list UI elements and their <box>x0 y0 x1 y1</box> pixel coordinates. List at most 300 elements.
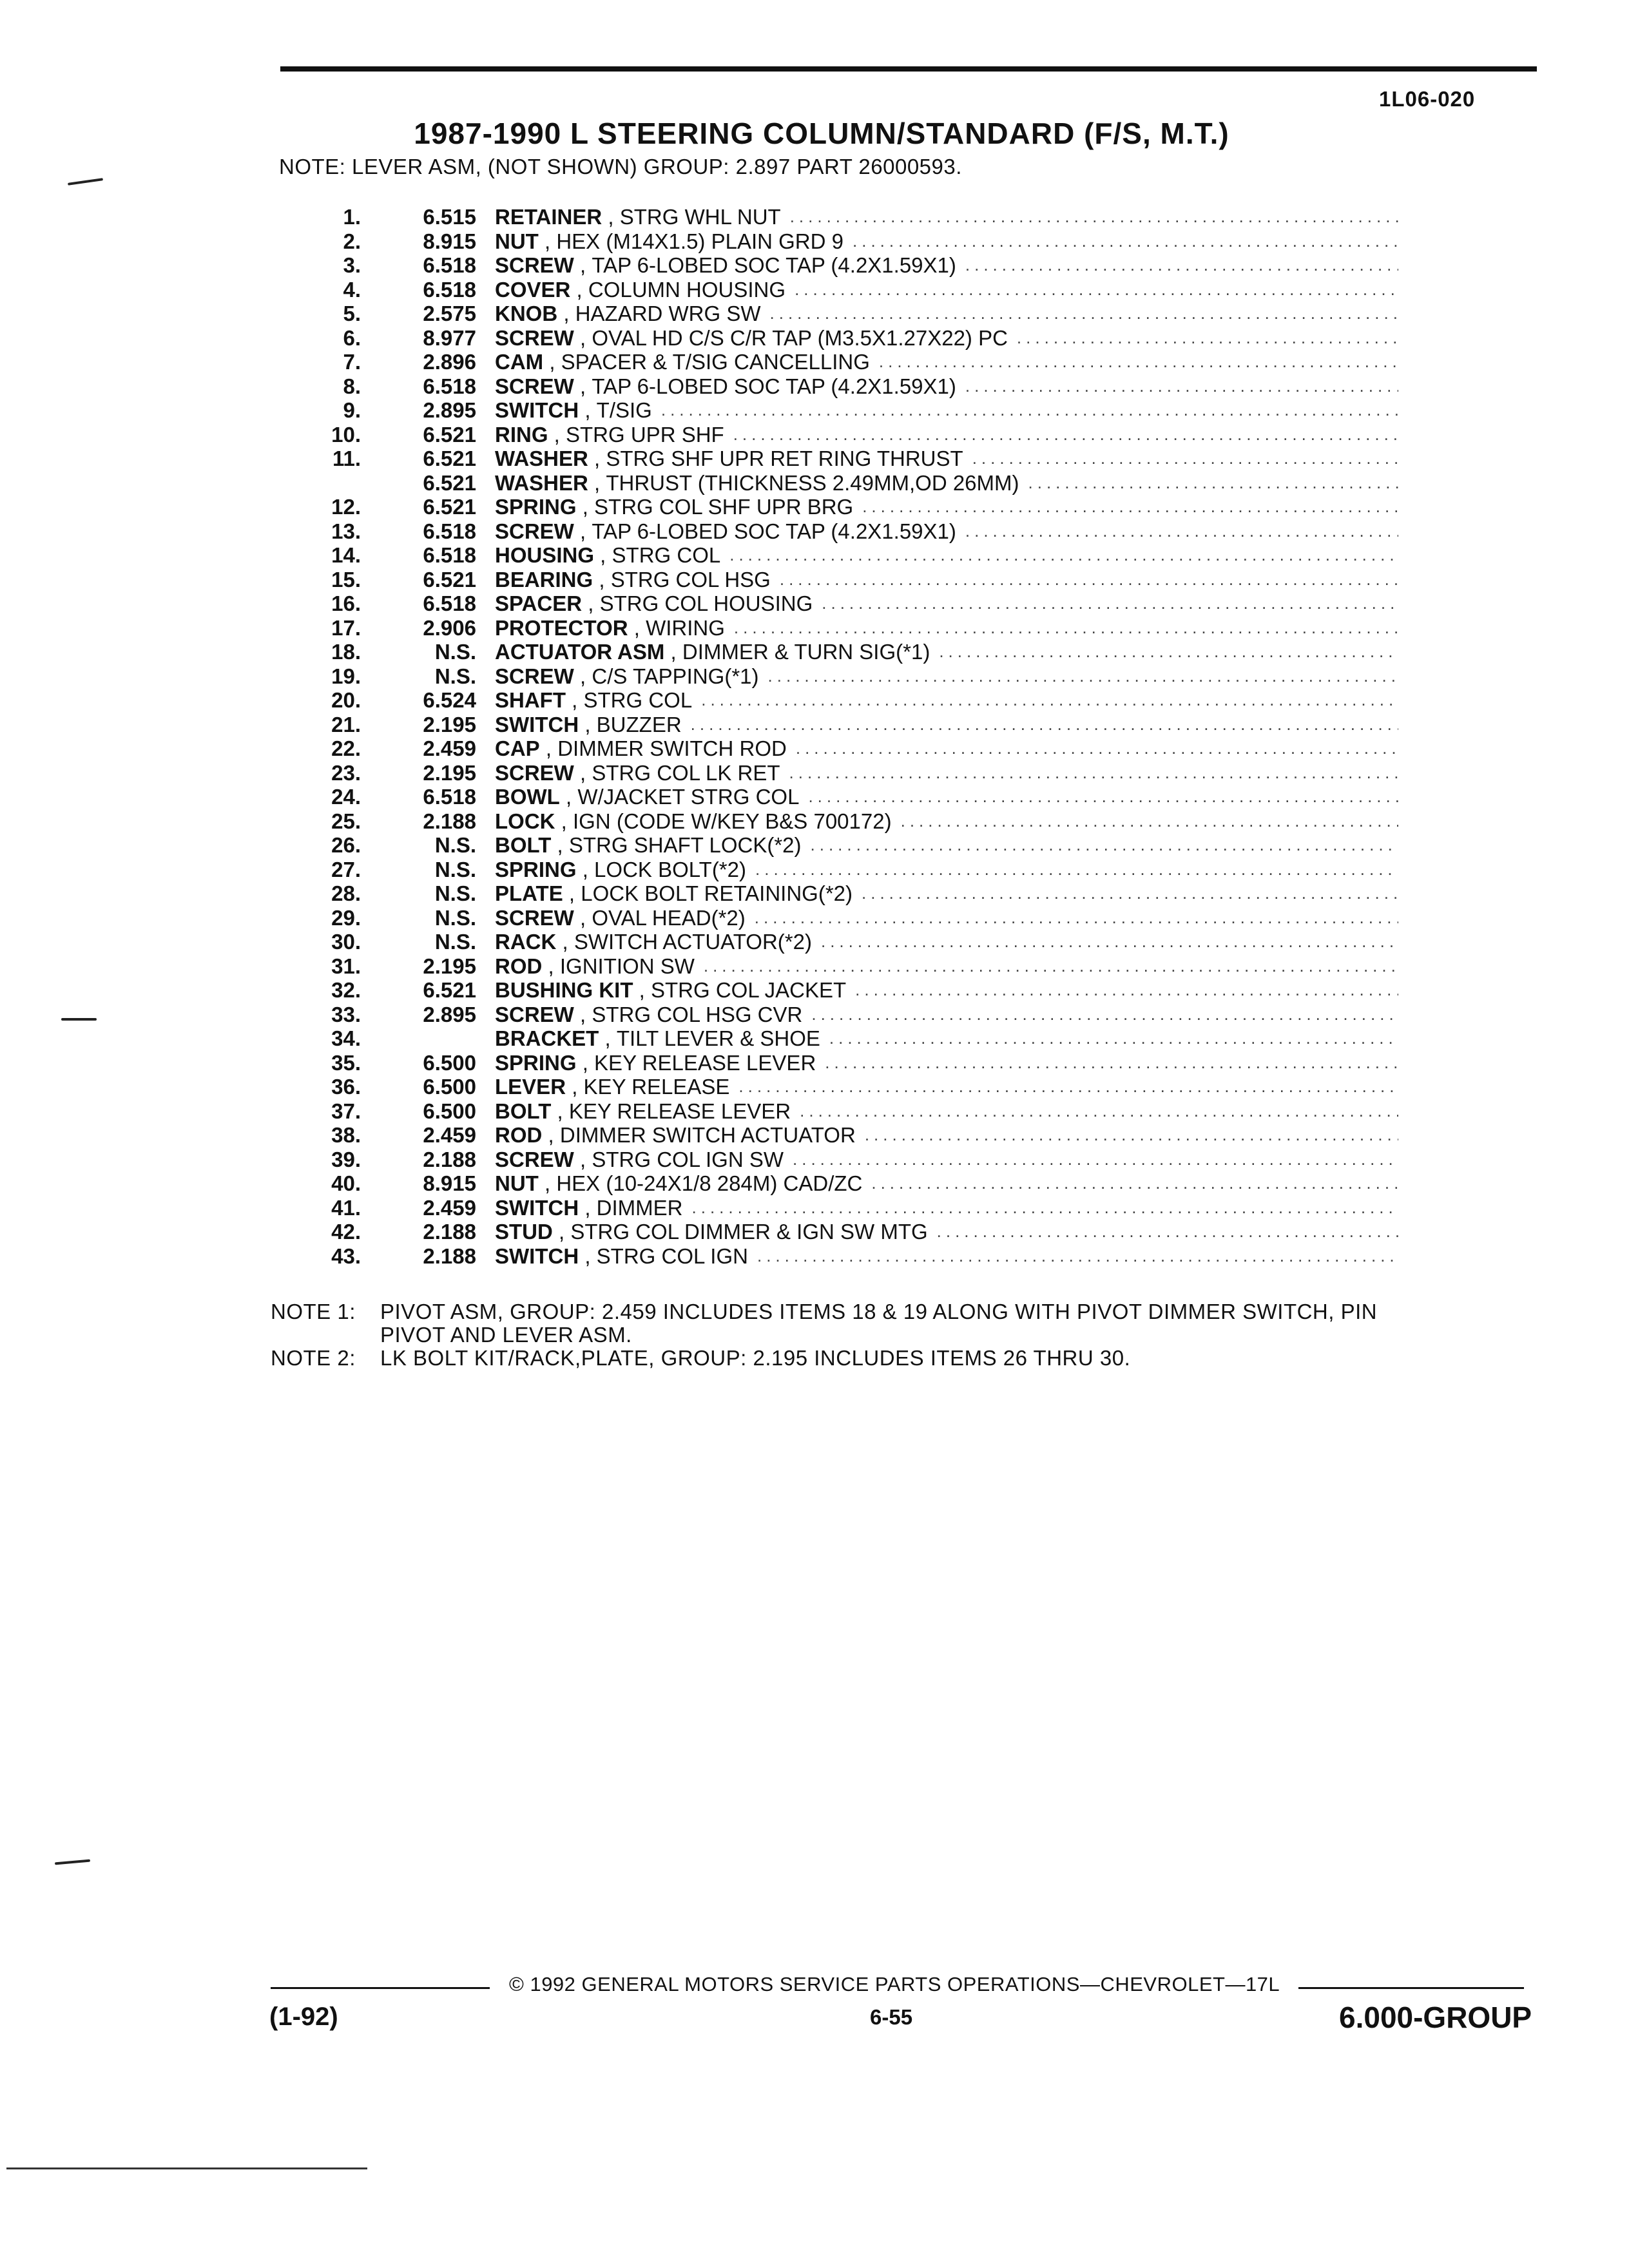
separator: , <box>574 1002 592 1026</box>
separator: , <box>574 760 592 785</box>
separator: , <box>633 978 651 1002</box>
part-name: SWITCH <box>495 398 579 422</box>
part-description <box>495 519 1398 544</box>
part-detail: DIMMER SWITCH ROD <box>557 736 787 760</box>
dot-leader <box>701 688 1398 713</box>
dot-leader <box>901 809 1398 834</box>
part-row <box>277 954 1398 979</box>
dot-leader <box>1017 326 1398 351</box>
part-description <box>495 858 1398 882</box>
separator: , <box>576 1050 595 1075</box>
part-detail: IGNITION SW <box>559 954 695 978</box>
part-name: BOWL <box>495 785 560 809</box>
part-row <box>277 350 1398 374</box>
part-name: WASHER <box>495 447 588 470</box>
group-number: 2.459 <box>423 1123 476 1147</box>
dot-leader <box>800 1099 1398 1124</box>
group-number: 2.188 <box>423 1220 476 1244</box>
part-row <box>277 447 1398 471</box>
item-number: 42. <box>331 1220 361 1244</box>
part-name: ROD <box>495 954 543 978</box>
dot-leader <box>661 398 1398 423</box>
part-row <box>277 736 1398 761</box>
part-description <box>495 302 1398 326</box>
part-detail: TAP 6-LOBED SOC TAP (4.2X1.59X1) <box>592 253 956 277</box>
part-description <box>495 591 1398 616</box>
group-number: 2.906 <box>423 615 476 640</box>
part-name: SCREW <box>495 325 574 350</box>
part-description <box>495 616 1398 640</box>
copyright-line: © 1992 GENERAL MOTORS SERVICE PARTS OPERATIONS—CHEVROLET—17L <box>509 1973 1280 1995</box>
dot-leader <box>755 906 1398 930</box>
page-number: 6-55 <box>870 2005 913 2029</box>
part-description <box>495 1075 1398 1099</box>
part-detail: HAZARD WRG SW <box>575 302 761 325</box>
separator: , <box>574 253 592 277</box>
part-row <box>277 1244 1398 1269</box>
group-number: 2.575 <box>423 302 476 325</box>
part-description <box>495 350 1398 374</box>
separator: , <box>579 712 597 736</box>
part-description <box>495 1003 1398 1027</box>
part-detail: COLUMN HOUSING <box>588 277 786 302</box>
part-row <box>277 640 1398 664</box>
item-number: 27. <box>331 857 361 881</box>
item-number: 37. <box>331 1099 361 1123</box>
part-name: NUT <box>495 1171 539 1195</box>
note-text: PIVOT ASM, GROUP: 2.459 INCLUDES ITEMS 18 & 19 ALONG WITH PIVOT DIMMER SWITCH, PIN <box>380 1300 1378 1323</box>
separator: , <box>557 302 575 325</box>
item-number: 22. <box>331 736 361 760</box>
separator: , <box>579 1244 597 1268</box>
note-label: NOTE 1: <box>271 1300 356 1323</box>
part-name: SCREW <box>495 1002 574 1026</box>
separator: , <box>555 809 574 833</box>
part-row <box>277 1003 1398 1027</box>
part-name: ROD <box>495 1123 543 1147</box>
group-number: 6.518 <box>423 277 476 302</box>
group-number: 8.915 <box>423 1171 476 1195</box>
dot-leader <box>972 447 1398 471</box>
scan-mark <box>68 178 103 186</box>
item-number: 24. <box>331 785 361 809</box>
part-row <box>277 809 1398 834</box>
item-number: 29. <box>331 905 361 930</box>
dot-leader <box>755 858 1398 882</box>
part-description <box>495 447 1398 471</box>
separator: , <box>542 954 560 978</box>
part-description <box>495 688 1398 713</box>
separator: , <box>628 615 646 640</box>
part-description <box>495 954 1398 979</box>
separator: , <box>542 1123 560 1147</box>
item-number: 41. <box>331 1195 361 1220</box>
part-row <box>277 688 1398 713</box>
dot-leader <box>729 543 1398 568</box>
group-number: 6.518 <box>423 543 476 567</box>
part-detail: DIMMER <box>596 1195 683 1220</box>
part-detail: HEX (M14X1.5) PLAIN GRD 9 <box>556 229 843 253</box>
group-number: N.S. <box>434 930 476 954</box>
part-name: WASHER <box>495 470 588 495</box>
group-number: 6.518 <box>423 374 476 398</box>
part-row <box>277 978 1398 1003</box>
separator: , <box>551 833 569 857</box>
part-row <box>277 1075 1398 1099</box>
part-detail: STRG SHAFT LOCK(*2) <box>568 833 802 857</box>
dot-leader <box>937 1220 1398 1244</box>
part-name: RETAINER <box>495 205 602 229</box>
part-name: SPRING <box>495 495 577 519</box>
footer-rule-right <box>1298 1987 1524 1989</box>
part-description <box>495 761 1398 785</box>
item-number: 2. <box>343 229 361 253</box>
separator: , <box>551 1099 569 1123</box>
dot-leader <box>829 1026 1398 1051</box>
part-detail: STRG COL IGN <box>596 1244 748 1268</box>
separator: , <box>588 470 606 495</box>
part-row <box>277 1123 1398 1148</box>
item-number: 43. <box>331 1244 361 1268</box>
group-number: 6.521 <box>423 567 476 591</box>
part-row <box>277 1171 1398 1196</box>
part-name: SCREW <box>495 519 574 543</box>
dot-leader <box>757 1244 1398 1269</box>
item-number: 10. <box>331 422 361 447</box>
item-number: 38. <box>331 1123 361 1147</box>
separator: , <box>588 447 606 470</box>
dot-leader <box>780 568 1398 592</box>
item-number: 39. <box>331 1147 361 1171</box>
header-note: NOTE: LEVER ASM, (NOT SHOWN) GROUP: 2.897 PART 26000593. <box>279 155 962 178</box>
group-number: 8.915 <box>423 229 476 253</box>
separator: , <box>563 881 581 905</box>
part-detail: STRG COL <box>583 688 693 712</box>
part-row <box>277 568 1398 592</box>
dot-leader <box>691 713 1398 737</box>
part-detail: HEX (10-24X1/8 284M) CAD/ZC <box>556 1171 863 1195</box>
separator: , <box>582 591 600 615</box>
part-description <box>495 1123 1398 1148</box>
part-name: PROTECTOR <box>495 615 628 640</box>
group-number: N.S. <box>434 640 476 664</box>
dot-leader <box>808 785 1398 809</box>
group-number: 2.195 <box>423 954 476 978</box>
item-number: 15. <box>331 567 361 591</box>
item-number: 13. <box>331 519 361 543</box>
item-number: 28. <box>331 881 361 905</box>
group-number: 6.500 <box>423 1050 476 1075</box>
separator: , <box>574 664 592 688</box>
item-number: 5. <box>343 302 361 325</box>
part-row <box>277 761 1398 785</box>
dot-leader <box>855 978 1398 1003</box>
separator: , <box>539 736 558 760</box>
part-name: LEVER <box>495 1075 566 1099</box>
part-description <box>495 495 1398 519</box>
group-number: 6.518 <box>423 591 476 615</box>
part-detail: KEY RELEASE <box>583 1075 730 1099</box>
item-number: 19. <box>331 664 361 688</box>
separator: , <box>566 688 584 712</box>
note-item <box>271 1300 1377 1323</box>
part-description <box>495 1196 1398 1220</box>
part-detail: STRG COL SHF UPR BRG <box>594 495 854 519</box>
part-name: SPRING <box>495 1050 577 1075</box>
part-detail: C/S TAPPING(*1) <box>592 664 759 688</box>
part-description <box>495 736 1398 761</box>
note-label: NOTE 2: <box>271 1346 356 1370</box>
part-name: HOUSING <box>495 543 595 567</box>
note-item <box>271 1347 1377 1370</box>
part-description <box>495 1026 1398 1051</box>
dot-leader <box>965 519 1398 544</box>
part-row <box>277 616 1398 640</box>
item-number: 17. <box>331 615 361 640</box>
part-name: SCREW <box>495 905 574 930</box>
part-name: RACK <box>495 930 557 954</box>
part-name: RING <box>495 422 548 447</box>
part-description <box>495 278 1398 302</box>
part-detail: T/SIG <box>596 398 652 422</box>
dot-leader <box>862 495 1398 519</box>
part-detail: STRG COL DIMMER & IGN SW MTG <box>570 1220 928 1244</box>
item-number: 35. <box>331 1050 361 1075</box>
part-detail: LOCK BOLT RETAINING(*2) <box>581 881 853 905</box>
part-name: STUD <box>495 1220 553 1244</box>
part-name: BRACKET <box>495 1026 599 1050</box>
item-number: 8. <box>343 374 361 398</box>
part-description <box>495 229 1398 254</box>
part-name: BOLT <box>495 1099 552 1123</box>
group-number: 6.518 <box>423 785 476 809</box>
separator: , <box>538 1171 557 1195</box>
part-row <box>277 278 1398 302</box>
group-number: 2.459 <box>423 736 476 760</box>
separator: , <box>594 543 612 567</box>
part-row <box>277 471 1398 495</box>
separator: , <box>602 205 620 229</box>
group-number: 6.521 <box>423 422 476 447</box>
dot-leader <box>789 761 1398 785</box>
part-detail: OVAL HD C/S C/R TAP (M3.5X1.27X22) PC <box>592 325 1008 350</box>
part-name: SPRING <box>495 857 577 881</box>
item-number: 23. <box>331 760 361 785</box>
part-row <box>277 423 1398 447</box>
dot-leader <box>734 616 1398 640</box>
separator: , <box>574 374 592 398</box>
revision-date: (1-92) <box>269 2003 338 2031</box>
item-number: 25. <box>331 809 361 833</box>
part-description <box>495 809 1398 834</box>
part-name: SCREW <box>495 664 574 688</box>
group-number: 2.188 <box>423 1147 476 1171</box>
item-number: 34. <box>331 1026 361 1050</box>
dot-leader <box>825 1051 1398 1075</box>
part-description <box>495 930 1398 954</box>
dot-leader <box>692 1196 1399 1220</box>
dot-leader <box>1028 471 1399 495</box>
part-detail: STRG COL HOUSING <box>599 591 813 615</box>
dot-leader <box>811 1003 1398 1027</box>
note-continuation: PIVOT AND LEVER ASM. <box>380 1323 632 1347</box>
part-description <box>495 253 1398 278</box>
part-row <box>277 785 1398 809</box>
part-detail: STRG COL IGN SW <box>592 1147 784 1171</box>
part-name: BUSHING KIT <box>495 978 633 1002</box>
part-description <box>495 398 1398 423</box>
part-row <box>277 543 1398 568</box>
dot-leader <box>790 205 1398 229</box>
group-number: N.S. <box>434 664 476 688</box>
separator: , <box>593 567 611 591</box>
part-detail: W/JACKET STRG COL <box>577 785 800 809</box>
part-description <box>495 1244 1398 1269</box>
part-name: KNOB <box>495 302 558 325</box>
part-name: PLATE <box>495 881 563 905</box>
item-number: 12. <box>331 495 361 519</box>
group-number: 6.515 <box>423 205 476 229</box>
part-row <box>277 229 1398 254</box>
separator: , <box>599 1026 617 1050</box>
dot-leader <box>704 954 1398 979</box>
group-number: N.S. <box>434 905 476 930</box>
part-detail: WIRING <box>646 615 725 640</box>
part-name: CAM <box>495 350 544 374</box>
part-description <box>495 881 1398 906</box>
part-description <box>495 423 1398 447</box>
group-number: 2.896 <box>423 350 476 374</box>
group-number: 6.521 <box>423 495 476 519</box>
item-number: 11. <box>332 447 361 470</box>
page-code: 1L06-020 <box>1379 87 1476 111</box>
dot-leader <box>939 640 1398 664</box>
part-detail: KEY RELEASE LEVER <box>568 1099 791 1123</box>
part-name: SCREW <box>495 1147 574 1171</box>
separator: , <box>664 640 682 664</box>
part-detail: KEY RELEASE LEVER <box>594 1050 816 1075</box>
group-number: 6.521 <box>423 470 476 495</box>
part-detail: STRG WHL NUT <box>619 205 781 229</box>
part-name: SWITCH <box>495 1195 579 1220</box>
part-name: SPACER <box>495 591 583 615</box>
part-row <box>277 519 1398 544</box>
part-description <box>495 568 1398 592</box>
item-number: 1. <box>343 205 361 229</box>
dot-leader <box>965 253 1398 278</box>
dot-leader <box>871 1171 1398 1196</box>
part-row <box>277 326 1398 351</box>
part-name: COVER <box>495 277 571 302</box>
part-description <box>495 713 1398 737</box>
part-description <box>495 326 1398 351</box>
part-row <box>277 495 1398 519</box>
group-number: 2.188 <box>423 1244 476 1268</box>
part-name: SHAFT <box>495 688 566 712</box>
item-number: 40. <box>331 1171 361 1195</box>
part-row <box>277 1220 1398 1244</box>
item-number: 36. <box>331 1075 361 1099</box>
part-row <box>277 1051 1398 1075</box>
part-name: ACTUATOR ASM <box>495 640 665 664</box>
item-number: 14. <box>331 543 361 567</box>
part-row <box>277 374 1398 399</box>
group-number: N.S. <box>434 881 476 905</box>
dot-leader <box>862 881 1398 906</box>
part-detail: SWITCH ACTUATOR(*2) <box>574 930 812 954</box>
item-number: 7. <box>343 350 361 374</box>
part-description <box>495 1148 1398 1172</box>
separator: , <box>543 350 561 374</box>
part-description <box>495 1099 1398 1124</box>
part-row <box>277 398 1398 423</box>
part-name: SWITCH <box>495 712 579 736</box>
separator: , <box>559 785 578 809</box>
group-number: 6.518 <box>423 519 476 543</box>
dot-leader <box>768 664 1398 689</box>
part-detail: STRG SHF UPR RET RING THRUST <box>606 447 963 470</box>
dot-leader <box>793 1148 1398 1172</box>
separator: , <box>579 398 597 422</box>
part-name: LOCK <box>495 809 555 833</box>
part-description <box>495 785 1398 809</box>
item-number: 33. <box>331 1002 361 1026</box>
dot-leader <box>795 278 1398 302</box>
group-number: N.S. <box>434 857 476 881</box>
dot-leader <box>822 591 1398 616</box>
footer-rule-left <box>271 1987 490 1989</box>
separator: , <box>570 277 588 302</box>
part-detail: OVAL HEAD(*2) <box>592 905 746 930</box>
part-name: CAP <box>495 736 540 760</box>
part-row <box>277 1099 1398 1124</box>
part-row <box>277 664 1398 689</box>
part-detail: TAP 6-LOBED SOC TAP (4.2X1.59X1) <box>592 374 956 398</box>
part-row <box>277 833 1398 858</box>
part-description <box>495 664 1398 689</box>
part-description <box>495 978 1398 1003</box>
separator: , <box>574 325 592 350</box>
part-description <box>495 1051 1398 1075</box>
item-number: 18. <box>331 640 361 664</box>
part-description <box>495 205 1398 229</box>
part-detail: BUZZER <box>596 712 682 736</box>
part-description <box>495 1220 1398 1244</box>
dot-leader <box>811 833 1398 858</box>
part-description <box>495 906 1398 930</box>
item-number: 4. <box>343 277 361 302</box>
parts-list <box>277 205 1398 1268</box>
part-detail: DIMMER & TURN SIG(*1) <box>682 640 930 664</box>
part-detail: STRG COL LK RET <box>592 760 780 785</box>
part-row <box>277 858 1398 882</box>
dot-leader <box>865 1123 1398 1148</box>
part-detail: IGN (CODE W/KEY B&S 700172) <box>573 809 892 833</box>
separator: , <box>576 495 595 519</box>
part-row <box>277 1196 1398 1220</box>
part-name: NUT <box>495 229 539 253</box>
part-name: BEARING <box>495 567 593 591</box>
group-number: 2.195 <box>423 712 476 736</box>
part-row <box>277 253 1398 278</box>
notes-section <box>271 1300 1377 1370</box>
dot-leader <box>853 229 1398 254</box>
separator: , <box>538 229 557 253</box>
separator: , <box>579 1195 597 1220</box>
item-number: 30. <box>331 930 361 954</box>
part-detail: SPACER & T/SIG CANCELLING <box>561 350 870 374</box>
item-number: 6. <box>343 325 361 350</box>
